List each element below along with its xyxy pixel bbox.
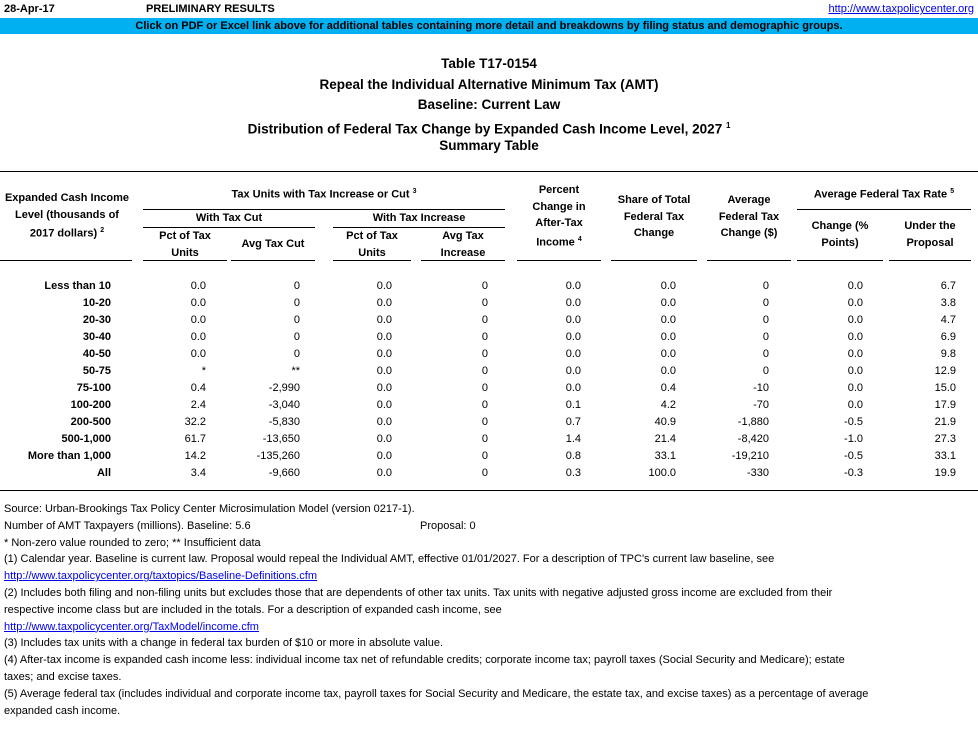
table-row [0, 295, 978, 312]
cell-rate: 33.1 [934, 450, 956, 462]
cell-cut-pct: 32.2 [184, 416, 206, 428]
note-1: (1) Calendar year. Baseline is current law. Proposal would repeal the Individual AMT, effective 01/01/2027. For a description of TPC's current law baseline, see [4, 553, 775, 566]
cell-avg-change: -1,880 [737, 416, 769, 428]
cell-inc-avg: 0 [481, 280, 488, 292]
cell-rate: 21.9 [934, 416, 956, 428]
footnotes [4, 501, 974, 719]
note-3: (3) Includes tax units with a change in federal tax burden of $10 or more in absolute value. [4, 637, 444, 650]
income-level-header: Expanded Cash Income Level (thousands of 2017 dollars) $^2$ [4, 192, 130, 240]
cell-cut-avg: -9,660 [268, 467, 300, 479]
info-banner: Click on PDF or Excel link above for additional tables containing more detail and breakdowns by filing status and demographic groups. [0, 18, 978, 34]
table-bottom-rule [0, 490, 978, 491]
cell-rate: 3.8 [940, 297, 956, 309]
cell-rate-change: -0.5 [844, 450, 863, 462]
cell-share: 4.2 [660, 399, 676, 411]
cell-share: 0.4 [660, 382, 676, 394]
cell-cut-pct: 0.4 [190, 382, 206, 394]
cell-pct-change: 0.0 [565, 297, 581, 309]
table-row [0, 312, 978, 329]
cell-cut-avg: -13,650 [262, 433, 300, 445]
cell-cut-avg: 0 [293, 297, 300, 309]
cell-rate-change: 0.0 [847, 399, 863, 411]
cell-pct-change: 1.4 [565, 433, 581, 445]
cell-cut-avg: 0 [293, 280, 300, 292]
avg-tax-cut-header: Avg Tax Cut [241, 238, 305, 250]
cell-cut-pct: 0.0 [190, 297, 206, 309]
cell-avg-change: -8,420 [737, 433, 769, 445]
cell-rate: 15.0 [934, 382, 956, 394]
cell-pct-change: 0.7 [565, 416, 581, 428]
cell-avg-change: -19,210 [731, 450, 769, 462]
rate-underline [889, 260, 971, 261]
cell-rate-change: -0.3 [844, 467, 863, 479]
share-underline [611, 260, 697, 261]
table-titles [0, 54, 978, 157]
table-row [0, 329, 978, 346]
report-date: 28-Apr-17 [4, 3, 55, 15]
cell-avg-change: -10 [753, 382, 769, 394]
table-title: Repeal the Individual Alternative Minimum Tax (AMT) [319, 76, 659, 92]
cell-inc-pct: 0.0 [376, 314, 392, 326]
income-level-label: 500-1,000 [61, 433, 111, 445]
with-tax-cut-header: With Tax Cut [195, 212, 263, 224]
cell-rate-change: 0.0 [847, 365, 863, 377]
cell-inc-pct: 0.0 [376, 348, 392, 360]
cell-pct-change: 0.1 [565, 399, 581, 411]
cell-pct-change: 0.0 [565, 331, 581, 343]
cell-inc-avg: 0 [481, 297, 488, 309]
cell-share: 0.0 [660, 365, 676, 377]
cell-cut-avg: -135,260 [256, 450, 300, 462]
cell-avg-change: 0 [762, 280, 769, 292]
income-level-label: 100-200 [70, 399, 111, 411]
cell-rate-change: 0.0 [847, 382, 863, 394]
cell-share: 0.0 [660, 348, 676, 360]
note-4-line-1: (4) After-tax income is expanded cash income less: individual income tax net of refundable credits; corporate income tax; payroll taxes (Social Security and Medicare); estate [4, 654, 845, 667]
table-row [0, 278, 978, 295]
share-header: Share of Total Federal Tax Change [617, 194, 691, 239]
cell-cut-avg: ** [291, 365, 300, 377]
distribution-title: Distribution of Federal Tax Change by Expanded Cash Income Level, 2027 $^1$ [247, 120, 731, 137]
cell-share: 33.1 [654, 450, 676, 462]
table-row [0, 414, 978, 431]
income-level-label: 40-50 [82, 348, 111, 360]
note-4-line-2: taxes; and excise taxes. [4, 670, 122, 683]
cell-cut-avg: 0 [293, 348, 300, 360]
cell-rate-change: 0.0 [847, 331, 863, 343]
cell-share: 100.0 [648, 467, 676, 479]
cell-cut-pct: 0.0 [190, 280, 206, 292]
source-note: Source: Urban-Brookings Tax Policy Center Microsimulation Model (version 0217-1). [4, 503, 415, 515]
cell-rate-change: 0.0 [847, 280, 863, 292]
cell-rate: 6.9 [940, 331, 956, 343]
baseline-definitions-link[interactable]: http://www.taxpolicycenter.org/taxtopics/Baseline-Definitions.cfm [4, 570, 318, 583]
cell-rate: 12.9 [934, 365, 956, 377]
table-row [0, 431, 978, 448]
cell-inc-pct: 0.0 [376, 399, 392, 411]
cell-inc-pct: 0.0 [376, 331, 392, 343]
summary-title: Summary Table [439, 138, 539, 154]
note-5-line-2: expanded cash income. [4, 704, 121, 717]
cell-avg-change: -330 [746, 467, 769, 479]
cell-inc-avg: 0 [481, 399, 488, 411]
cut-pct-underline [143, 260, 227, 261]
cell-inc-avg: 0 [481, 433, 488, 445]
cell-rate-change: -1.0 [844, 433, 863, 445]
cell-pct-change: 0.8 [565, 450, 581, 462]
cell-share: 21.4 [654, 433, 676, 445]
table-row [0, 380, 978, 397]
cell-share: 0.0 [660, 280, 676, 292]
cell-avg-change: 0 [762, 365, 769, 377]
cell-cut-pct: 0.0 [190, 348, 206, 360]
cell-pct-change: 0.0 [565, 382, 581, 394]
with-tax-increase-header: With Tax Increase [372, 212, 466, 224]
cell-share: 40.9 [654, 416, 676, 428]
cell-rate-change: 0.0 [847, 348, 863, 360]
cell-rate: 17.9 [934, 399, 956, 411]
inc-avg-underline [421, 260, 505, 261]
cell-avg-change: -70 [753, 399, 769, 411]
cell-inc-pct: 0.0 [376, 450, 392, 462]
cell-pct-change: 0.3 [565, 467, 581, 479]
cell-inc-pct: 0.0 [376, 467, 392, 479]
avg-rate-group-header: Average Federal Tax Rate $^5$ [813, 188, 955, 201]
cell-inc-pct: 0.0 [376, 365, 392, 377]
tpc-website-link[interactable]: http://www.taxpolicycenter.org [828, 3, 974, 15]
inc-pct-units-header: Pct of Tax Units [346, 230, 398, 259]
income-definition-link[interactable]: http://www.taxpolicycenter.org/TaxModel/income.cfm [4, 620, 259, 633]
cell-rate: 6.7 [940, 280, 956, 292]
table-row [0, 397, 978, 414]
cell-rate: 4.7 [940, 314, 956, 326]
rate-change-header: Change (% Points) [811, 220, 869, 249]
preliminary-label: PRELIMINARY RESULTS [146, 3, 275, 15]
cell-share: 0.0 [660, 331, 676, 343]
cell-inc-pct: 0.0 [376, 416, 392, 428]
pct-change-underline [517, 260, 601, 261]
avg-change-header: Average Federal Tax Change ($) [718, 194, 780, 239]
cell-pct-change: 0.0 [565, 348, 581, 360]
cell-avg-change: 0 [762, 297, 769, 309]
cell-pct-change: 0.0 [565, 365, 581, 377]
note-5-line-1: (5) Average federal tax (includes individual and corporate income tax, payroll taxes for Social Security and Medicare, the estate tax, and excise taxes) as a percentage of average [4, 687, 869, 700]
cell-rate: 27.3 [934, 433, 956, 445]
income-level-label: 30-40 [82, 331, 111, 343]
cell-rate-change: -0.5 [844, 416, 863, 428]
cell-cut-pct: 0.0 [190, 331, 206, 343]
cell-cut-pct: 3.4 [190, 467, 206, 479]
cell-inc-avg: 0 [481, 467, 488, 479]
cell-cut-pct: 61.7 [184, 433, 206, 445]
avg-tax-increase-header: Avg Tax Increase [440, 230, 486, 259]
table-row [0, 363, 978, 380]
cell-rate: 9.8 [940, 348, 956, 360]
footnote-ref: 1 [725, 120, 731, 130]
note-2-line-1: (2) Includes both filing and non-filing units but excludes those that are dependents of other tax units. Tax units with negative adjusted gross income are excluded from their [4, 586, 833, 599]
table-row [0, 346, 978, 363]
cell-share: 0.0 [660, 297, 676, 309]
cell-inc-avg: 0 [481, 331, 488, 343]
legend-note: * Non-zero value rounded to zero; ** Insufficient data [4, 536, 261, 549]
cell-cut-pct: * [201, 365, 206, 377]
top-bar [0, 0, 978, 18]
cell-rate-change: 0.0 [847, 297, 863, 309]
income-level-label: 200-500 [70, 416, 111, 428]
income-level-label: 50-75 [82, 365, 111, 377]
table-row [0, 465, 978, 482]
rate-change-underline [797, 260, 883, 261]
tax-units-group-header: Tax Units with Tax Increase or Cut $^3$ [231, 188, 417, 201]
table-id: Table T17-0154 [441, 56, 537, 71]
cell-inc-pct: 0.0 [376, 280, 392, 292]
avg-change-underline [707, 260, 791, 261]
cell-cut-pct: 14.2 [184, 450, 206, 462]
pct-change-header: Percent Change in After-Tax Income $^4$ [532, 184, 586, 249]
income-level-label: 20-30 [82, 314, 111, 326]
cell-inc-avg: 0 [481, 314, 488, 326]
income-level-label: 10-20 [82, 297, 111, 309]
avg-rate-group-rule [797, 209, 971, 210]
cell-inc-pct: 0.0 [376, 433, 392, 445]
cell-pct-change: 0.0 [565, 280, 581, 292]
cut-pct-units-header: Pct of Tax Units [159, 230, 211, 259]
cell-cut-avg: -2,990 [268, 382, 300, 394]
income-level-label: Less than 10 [44, 280, 111, 292]
cell-inc-avg: 0 [481, 382, 488, 394]
cell-inc-pct: 0.0 [376, 297, 392, 309]
cell-inc-pct: 0.0 [376, 382, 392, 394]
table-row [0, 448, 978, 465]
cell-pct-change: 0.0 [565, 314, 581, 326]
cell-cut-avg: 0 [293, 331, 300, 343]
cell-inc-avg: 0 [481, 450, 488, 462]
inc-pct-underline [333, 260, 411, 261]
income-level-label: 75-100 [76, 382, 111, 394]
amt-proposal-value: Proposal: 0 [420, 519, 476, 532]
amt-taxpayers-note: Number of AMT Taxpayers (millions). Baseline: 5.6 Proposal: 0 [4, 518, 974, 535]
income-level-label: All [96, 467, 111, 479]
cell-cut-pct: 2.4 [190, 399, 206, 411]
under-proposal-header: Under the Proposal [904, 220, 956, 249]
baseline-title: Baseline: Current Law [417, 97, 561, 113]
cell-cut-pct: 0.0 [190, 314, 206, 326]
income-level-label: More than 1,000 [27, 450, 111, 462]
header-top-rule [0, 171, 978, 172]
cell-share: 0.0 [660, 314, 676, 326]
cut-avg-underline [231, 260, 315, 261]
cell-rate: 19.9 [934, 467, 956, 479]
cell-rate-change: 0.0 [847, 314, 863, 326]
cell-avg-change: 0 [762, 348, 769, 360]
cell-inc-avg: 0 [481, 416, 488, 428]
cell-inc-avg: 0 [481, 348, 488, 360]
cell-cut-avg: -3,040 [268, 399, 300, 411]
income-level-underline [0, 260, 132, 261]
cell-cut-avg: 0 [293, 314, 300, 326]
note-2-line-2: respective income class but are included in the totals. For a description of expanded cash income, see [4, 603, 502, 616]
cell-cut-avg: -5,830 [268, 416, 300, 428]
cell-avg-change: 0 [762, 331, 769, 343]
cell-avg-change: 0 [762, 314, 769, 326]
cell-inc-avg: 0 [481, 365, 488, 377]
